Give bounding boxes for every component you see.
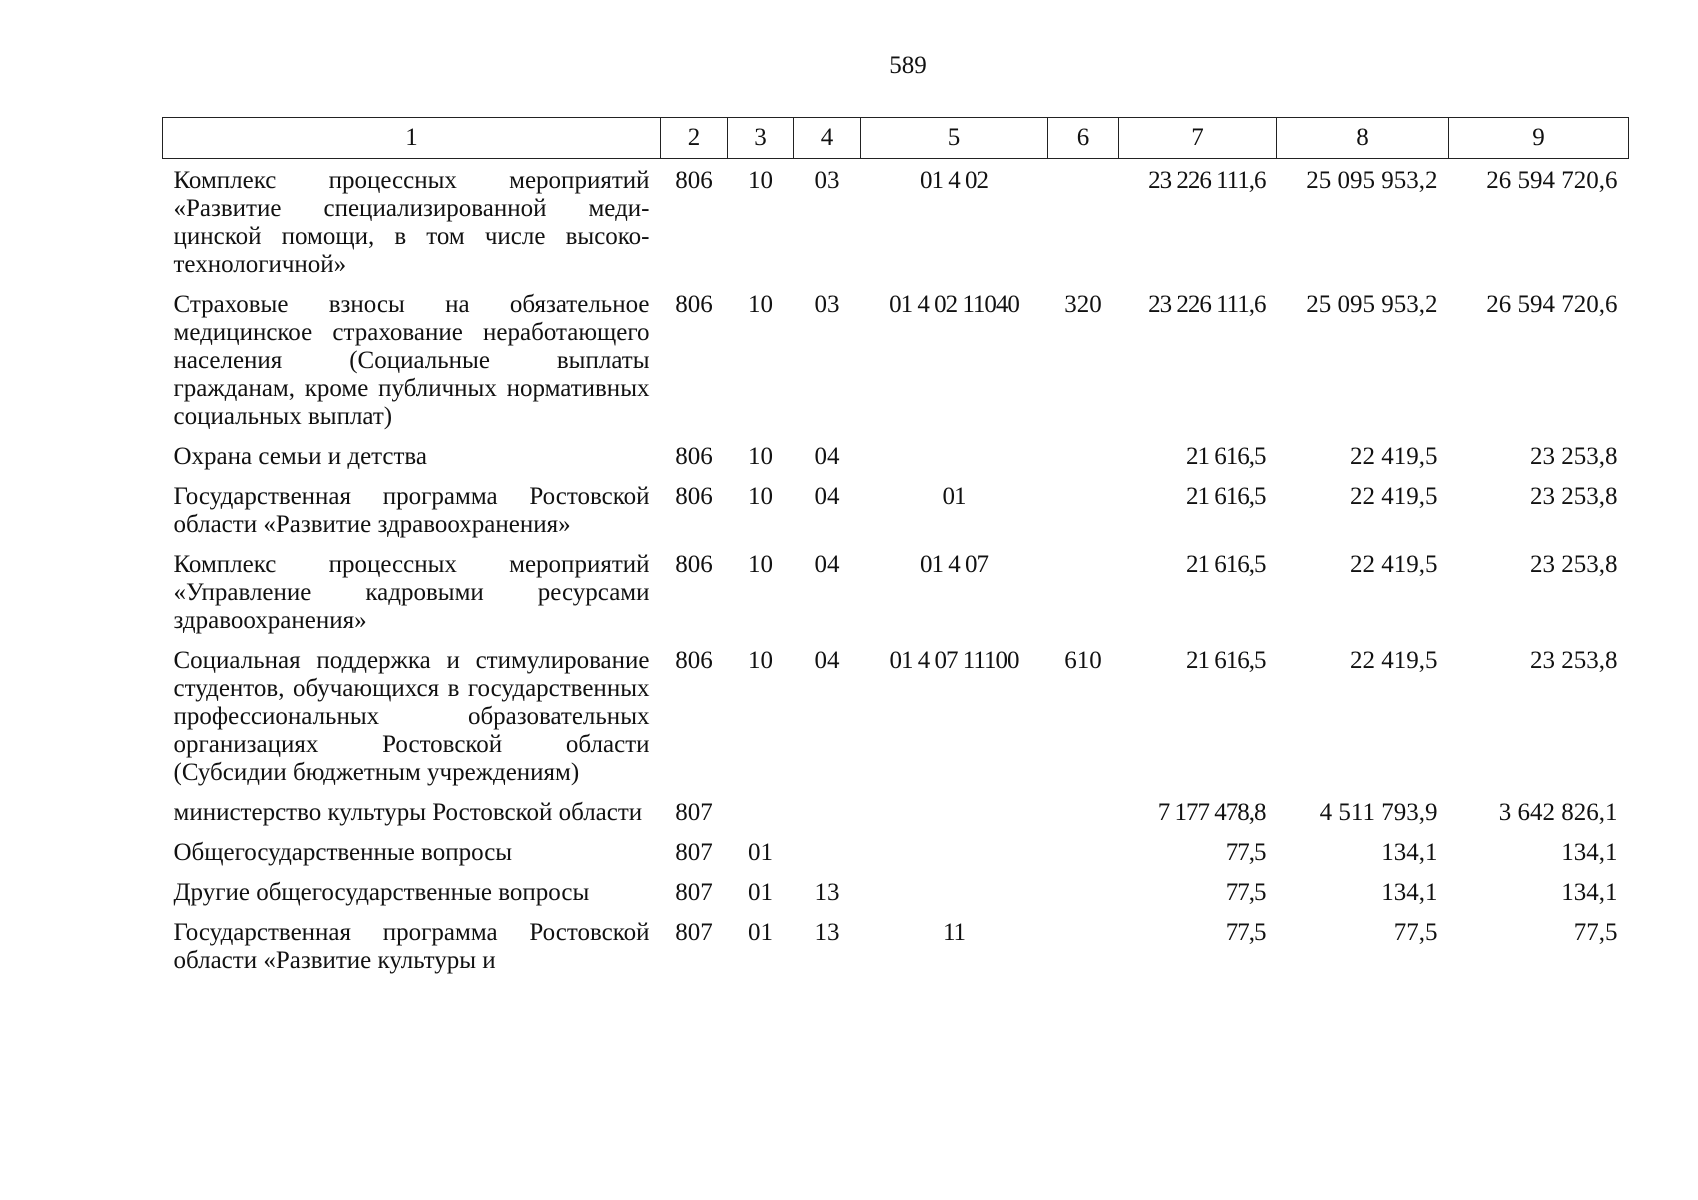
cell-target-article bbox=[861, 829, 1048, 869]
cell-section: 10 bbox=[748, 551, 773, 578]
cell-amount-col9: 23 253,8 bbox=[1530, 551, 1618, 578]
table-row bbox=[163, 869, 1629, 909]
row-name: Другие общегосударственные вопросы bbox=[173, 879, 590, 906]
table-body bbox=[163, 159, 1629, 978]
row-name: Государственная программа Ростовской области «Развитие культуры и bbox=[173, 919, 650, 974]
cell-amount-col9: 134,1 bbox=[1561, 839, 1618, 866]
cell-subsection: 04 bbox=[814, 443, 840, 470]
cell-amount-col9: 26 594 720,6 bbox=[1486, 167, 1618, 194]
cell-subsection: 04 bbox=[814, 551, 840, 578]
cell-amount-col7: 77,5 bbox=[1225, 839, 1266, 866]
cell-section: 10 bbox=[748, 443, 773, 470]
cell-section bbox=[728, 789, 794, 829]
cell-ministry-code: 807 bbox=[675, 879, 713, 906]
header-cell: 7 bbox=[1119, 118, 1277, 159]
table-row bbox=[163, 637, 1629, 789]
row-name: Государственная программа Ростовской области «Развитие здравоохранения» bbox=[173, 483, 650, 538]
cell-expense-type bbox=[1048, 789, 1119, 829]
cell-target-article bbox=[861, 789, 1048, 829]
table-header bbox=[163, 118, 1629, 159]
row-name: Страховые взносы на обязательное медицинское страхование неработающего населения (Социальные выплаты гражданам, кроме публичных нормативных социальных выплат) bbox=[173, 291, 650, 430]
cell-expense-type bbox=[1048, 541, 1119, 637]
table-row bbox=[163, 909, 1629, 977]
cell-amount-col9: 23 253,8 bbox=[1530, 443, 1618, 470]
cell-section: 10 bbox=[748, 291, 773, 318]
cell-amount-col9: 26 594 720,6 bbox=[1486, 291, 1618, 318]
cell-amount-col8: 22 419,5 bbox=[1350, 551, 1438, 578]
cell-expense-type bbox=[1048, 869, 1119, 909]
budget-table bbox=[162, 117, 1629, 977]
cell-subsection: 03 bbox=[814, 167, 840, 194]
table-row bbox=[163, 829, 1629, 869]
cell-amount-col7: 7 177 478,8 bbox=[1157, 799, 1266, 826]
cell-amount-col9: 134,1 bbox=[1561, 879, 1618, 906]
cell-section: 01 bbox=[748, 839, 773, 866]
row-name: Комплекс процессных мероприятий «Развитие специализированной медицинской помощи, в том числе высокотехнологичной» bbox=[173, 167, 650, 278]
cell-expense-type bbox=[1048, 829, 1119, 869]
cell-subsection: 13 bbox=[814, 919, 840, 946]
cell-ministry-code: 807 bbox=[675, 799, 713, 826]
cell-ministry-code: 806 bbox=[675, 443, 713, 470]
header-cell: 9 bbox=[1449, 118, 1629, 159]
cell-section: 01 bbox=[748, 919, 773, 946]
row-name: Общегосударственные вопросы bbox=[173, 839, 513, 866]
row-name: министерство культуры Ростовской области bbox=[173, 799, 643, 826]
cell-amount-col8: 25 095 953,2 bbox=[1306, 291, 1438, 318]
cell-section: 10 bbox=[748, 167, 773, 194]
header-cell: 6 bbox=[1048, 118, 1119, 159]
cell-subsection: 03 bbox=[814, 291, 840, 318]
header-cell: 4 bbox=[794, 118, 861, 159]
cell-amount-col7: 21 616,5 bbox=[1186, 483, 1266, 510]
cell-amount-col7: 23 226 111,6 bbox=[1148, 167, 1266, 194]
page-number: 589 bbox=[889, 52, 927, 79]
cell-subsection bbox=[794, 829, 861, 869]
cell-target-article bbox=[861, 869, 1048, 909]
cell-amount-col8: 22 419,5 bbox=[1350, 443, 1438, 470]
row-name: Охрана семьи и детства bbox=[173, 443, 427, 470]
cell-target-article: 11 bbox=[942, 919, 966, 946]
cell-ministry-code: 807 bbox=[675, 839, 713, 866]
header-cell: 8 bbox=[1277, 118, 1449, 159]
cell-ministry-code: 806 bbox=[675, 551, 713, 578]
cell-subsection bbox=[794, 789, 861, 829]
cell-ministry-code: 806 bbox=[675, 483, 713, 510]
cell-subsection: 04 bbox=[814, 483, 840, 510]
cell-ministry-code: 806 bbox=[675, 167, 713, 194]
table-row bbox=[163, 473, 1629, 541]
header-row bbox=[163, 118, 1629, 159]
table-row bbox=[163, 541, 1629, 637]
cell-amount-col8: 134,1 bbox=[1381, 839, 1438, 866]
cell-expense-type: 610 bbox=[1064, 647, 1102, 674]
table-row bbox=[163, 159, 1629, 282]
table-row bbox=[163, 789, 1629, 829]
cell-section: 10 bbox=[748, 483, 773, 510]
cell-expense-type bbox=[1048, 433, 1119, 473]
table-row bbox=[163, 281, 1629, 433]
header-cell: 1 bbox=[163, 118, 661, 159]
cell-amount-col7: 77,5 bbox=[1225, 919, 1266, 946]
cell-amount-col8: 25 095 953,2 bbox=[1306, 167, 1438, 194]
cell-ministry-code: 806 bbox=[675, 291, 713, 318]
cell-target-article: 01 4 02 bbox=[920, 167, 988, 194]
cell-amount-col7: 77,5 bbox=[1225, 879, 1266, 906]
cell-amount-col8: 77,5 bbox=[1393, 919, 1438, 946]
row-name: Комплекс процессных мероприятий «Управление кадровыми ресурсами здравоохранения» bbox=[173, 551, 650, 634]
row-name: Социальная поддержка и стимулирование студентов, обучающихся в государственных профессиональных образовательных организациях Ростовской области (Субсидии бюджетным учреждениям) bbox=[173, 647, 650, 786]
cell-expense-type bbox=[1048, 473, 1119, 541]
cell-ministry-code: 807 bbox=[675, 919, 713, 946]
cell-amount-col7: 21 616,5 bbox=[1186, 443, 1266, 470]
cell-amount-col9: 77,5 bbox=[1573, 919, 1618, 946]
cell-target-article bbox=[861, 433, 1048, 473]
table-row bbox=[163, 433, 1629, 473]
cell-amount-col9: 23 253,8 bbox=[1530, 647, 1618, 674]
cell-expense-type bbox=[1048, 159, 1119, 282]
cell-target-article: 01 4 07 bbox=[920, 551, 988, 578]
cell-amount-col8: 22 419,5 bbox=[1350, 483, 1438, 510]
cell-amount-col7: 21 616,5 bbox=[1186, 551, 1266, 578]
cell-amount-col7: 23 226 111,6 bbox=[1148, 291, 1266, 318]
cell-ministry-code: 806 bbox=[675, 647, 713, 674]
cell-subsection: 04 bbox=[814, 647, 840, 674]
cell-section: 01 bbox=[748, 879, 773, 906]
cell-amount-col8: 22 419,5 bbox=[1350, 647, 1438, 674]
cell-amount-col8: 4 511 793,9 bbox=[1319, 799, 1438, 826]
header-cell: 3 bbox=[728, 118, 794, 159]
cell-section: 10 bbox=[748, 647, 773, 674]
cell-target-article: 01 4 07 11100 bbox=[889, 647, 1019, 674]
cell-target-article: 01 4 02 11040 bbox=[889, 291, 1019, 318]
cell-subsection: 13 bbox=[814, 879, 840, 906]
cell-expense-type bbox=[1048, 909, 1119, 977]
cell-amount-col8: 134,1 bbox=[1381, 879, 1438, 906]
cell-amount-col9: 23 253,8 bbox=[1530, 483, 1618, 510]
header-cell: 2 bbox=[661, 118, 728, 159]
cell-amount-col9: 3 642 826,1 bbox=[1498, 799, 1618, 826]
cell-target-article: 01 bbox=[942, 483, 966, 510]
cell-expense-type: 320 bbox=[1064, 291, 1102, 318]
cell-amount-col7: 21 616,5 bbox=[1186, 647, 1266, 674]
header-cell: 5 bbox=[861, 118, 1048, 159]
